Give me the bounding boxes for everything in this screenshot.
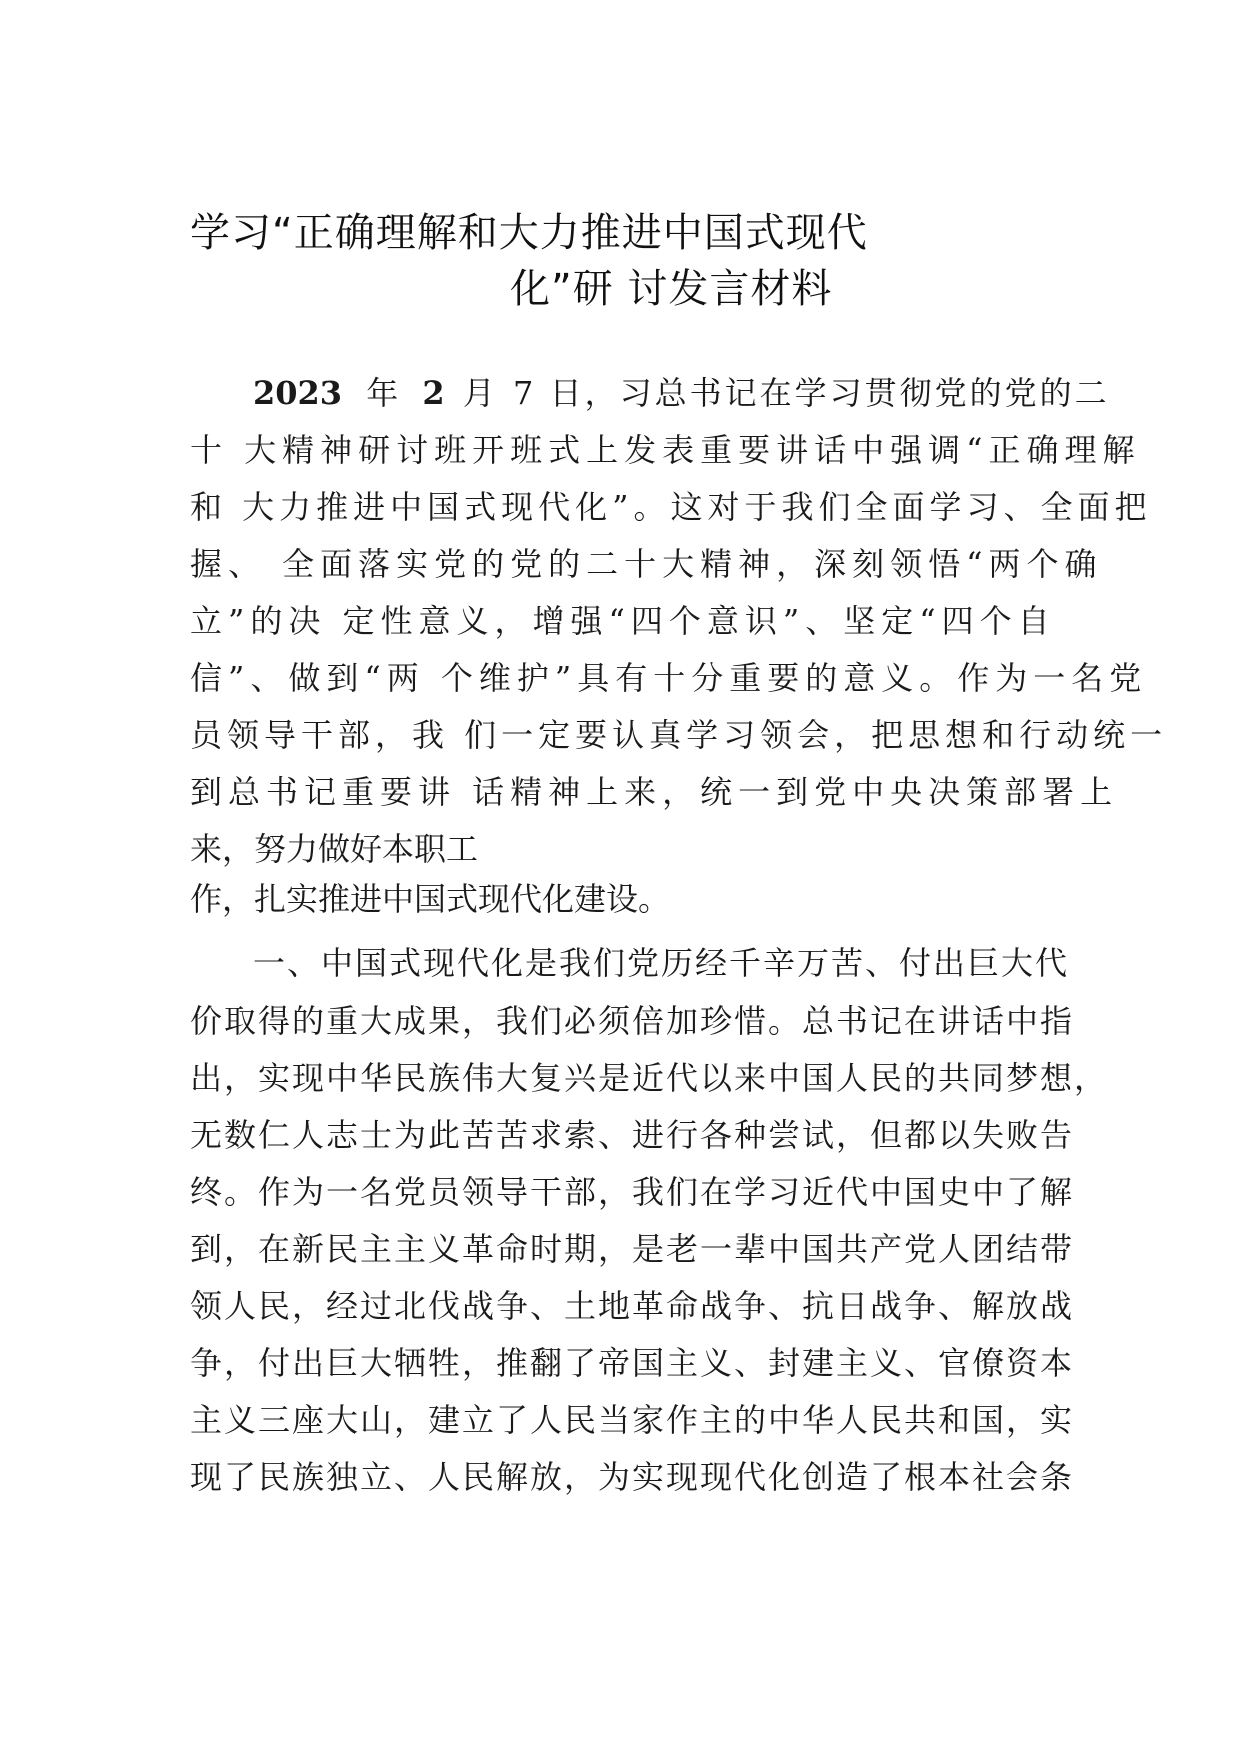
paragraph-1-line: 到总书记重要讲 话精神上来，统一到党中央决策部署上 bbox=[190, 773, 1119, 811]
paragraph-1-line: 作，扎实推进中国式现代化建设。 bbox=[190, 880, 671, 918]
date-year-unit: 年 bbox=[366, 374, 399, 412]
paragraph-2-line: 无数仁人志士为此苦苦求索、进行各种尝试，但都以失败告 bbox=[190, 1116, 1075, 1154]
paragraph-1-line: 握、 全面落实党的党的二十大精神，深刻领悟“两个确 bbox=[190, 545, 1103, 583]
title-line-1: 学习“正确理解和大力推进中国式现代 bbox=[190, 210, 868, 256]
paragraph-2-line: 终。作为一名党员领导干部，我们在学习近代中国史中了解 bbox=[190, 1173, 1075, 1211]
paragraph-2-line: 主义三座大山，建立了人民当家作主的中华人民共和国，实 bbox=[190, 1401, 1075, 1439]
date-rest: 7 日，习总书记在学习贯彻党的党的二 bbox=[513, 374, 1110, 412]
paragraph-2-line: 一、中国式现代化是我们党历经千辛万苦、付出巨大代 bbox=[253, 944, 1070, 982]
paragraph-2-line: 价取得的重大成果，我们必须倍加珍惜。总书记在讲话中指 bbox=[190, 1002, 1075, 1040]
paragraph-1-line: 来，努力做好本职工 bbox=[190, 830, 479, 868]
date-month-unit: 月 bbox=[462, 374, 495, 412]
paragraph-1-line: 立”的决 定性意义，增强“四个意识”、坚定“四个自 bbox=[190, 602, 1056, 640]
date-month: 2 bbox=[422, 374, 445, 412]
paragraph-1-first-line bbox=[253, 370, 1110, 416]
paragraph-2-line: 出，实现中华民族伟大复兴是近代以来中国人民的共同梦想， bbox=[190, 1059, 1109, 1097]
paragraph-1-line: 和 大力推进中国式现代化”。这对于我们全面学习、全面把 bbox=[190, 488, 1152, 526]
paragraph-2-line: 现了民族独立、人民解放，为实现现代化创造了根本社会条 bbox=[190, 1458, 1075, 1496]
paragraph-1-line: 信”、做到“两 个维护”具有十分重要的意义。作为一名党 bbox=[190, 659, 1148, 697]
paragraph-2-line: 领人民，经过北伐战争、土地革命战争、抗日战争、解放战 bbox=[190, 1287, 1075, 1325]
date-year: 2023 bbox=[253, 374, 343, 412]
title-line-2: 化”研 讨发言材料 bbox=[510, 266, 833, 312]
paragraph-2-line: 到，在新民主主义革命时期，是老一辈中国共产党人团结带 bbox=[190, 1230, 1075, 1268]
paragraph-2-line: 争，付出巨大牺牲，推翻了帝国主义、封建主义、官僚资本 bbox=[190, 1344, 1075, 1382]
paragraph-1-line: 十 大精神研讨班开班式上发表重要讲话中强调“正确理解 bbox=[190, 431, 1141, 469]
paragraph-1-line: 员领导干部，我 们一定要认真学习领会，把思想和行动统一 bbox=[190, 716, 1168, 754]
